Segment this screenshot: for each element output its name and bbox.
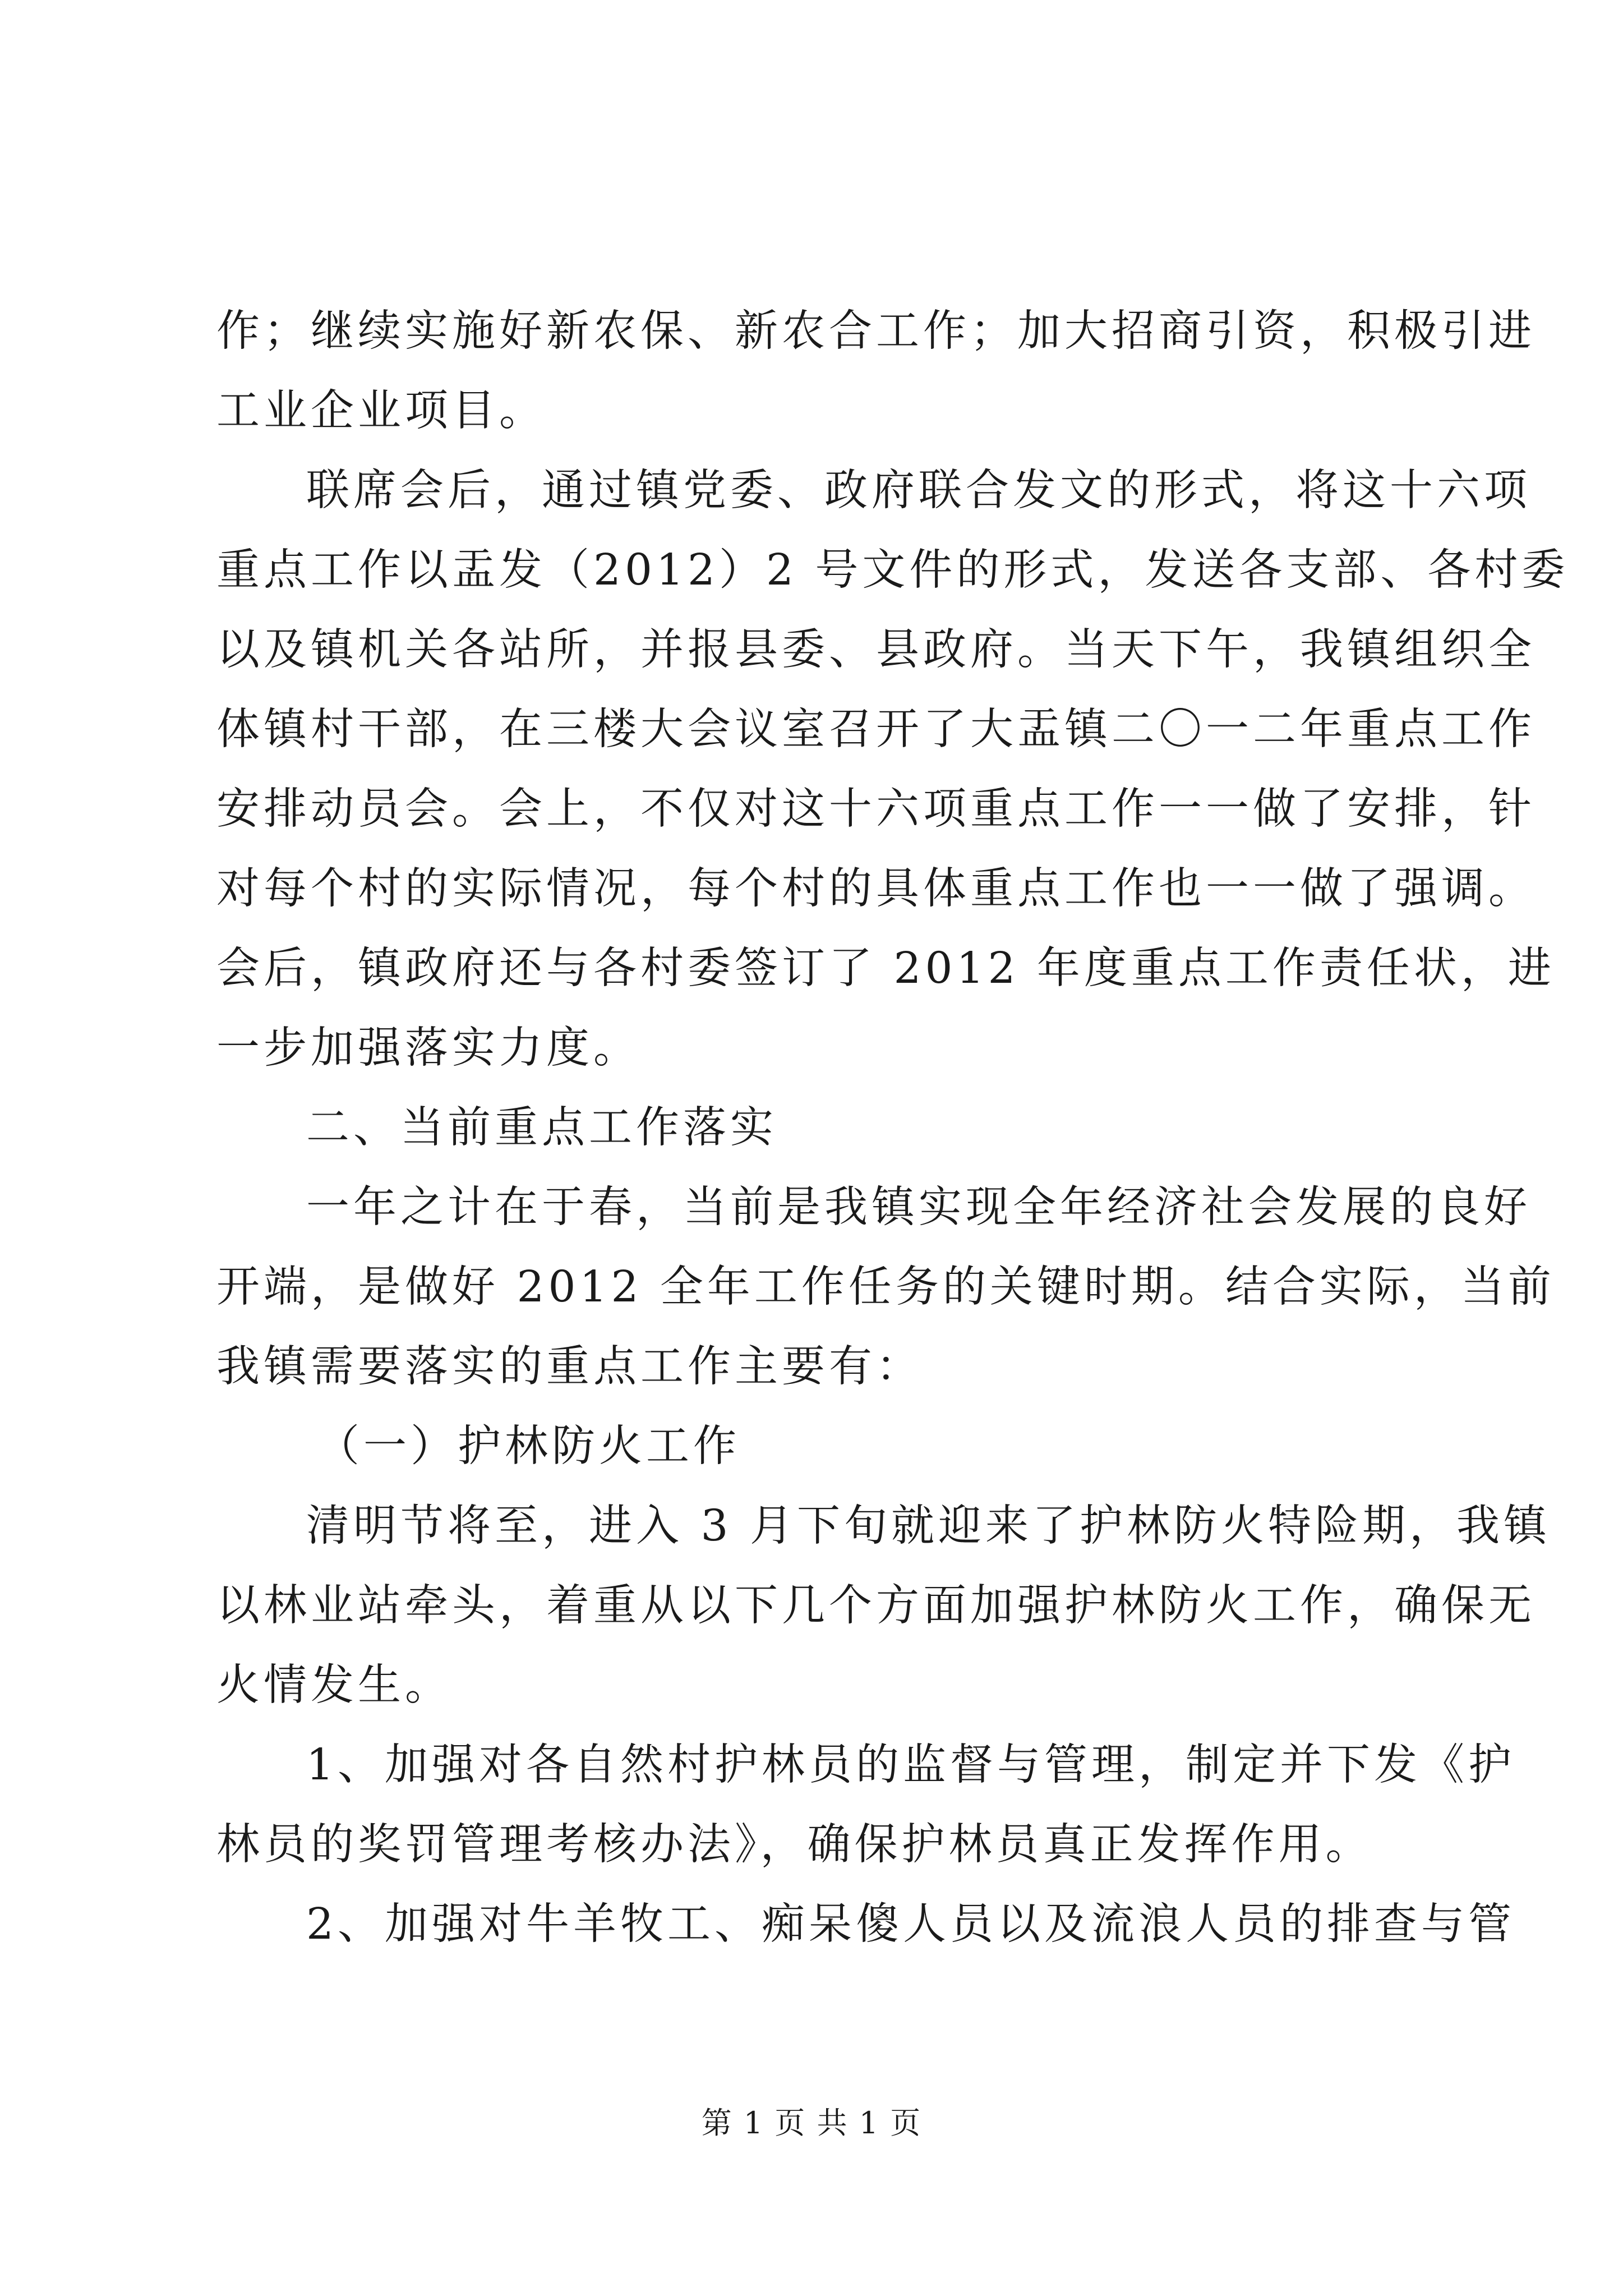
subsection-heading: （一）护林防火工作 — [316, 1421, 740, 1471]
text-line: 一步加强落实力度。 — [216, 1023, 640, 1073]
text-line: 火情发生。 — [216, 1660, 452, 1710]
paragraph-start-line: 联席会后，通过镇党委、政府联合发文的形式，将这十六项 — [306, 466, 1531, 516]
text-line: 对每个村的实际情况，每个村的具体重点工作也一一做了强调。 — [216, 864, 1536, 914]
page-footer: 第 1 页 共 1 页 — [701, 2105, 922, 2141]
text-line: 开端，是做好 2012 全年工作任务的关键时期。结合实际，当前 — [216, 1262, 1555, 1312]
text-line: 以及镇机关各站所，并报县委、县政府。当天下午，我镇组织全 — [216, 625, 1536, 675]
text-line: 以林业站牵头，着重从以下几个方面加强护林防火工作，确保无 — [216, 1581, 1536, 1631]
text-line: 作；继续实施好新农保、新农合工作；加大招商引资，积极引进 — [216, 306, 1536, 356]
paragraph-start-line: 清明节将至，进入 3 月下旬就迎来了护林防火特险期，我镇 — [306, 1501, 1551, 1551]
text-line: 林员的奖罚管理考核办法》，确保护林员真正发挥作用。 — [216, 1820, 1373, 1870]
text-line: 会后，镇政府还与各村委签订了 2012 年度重点工作责任状，进 — [216, 944, 1555, 993]
document-body — [216, 292, 1569, 1964]
text-line: 重点工作以盂发（2012）2 号文件的形式，发送各支部、各村委 — [216, 545, 1569, 595]
text-line: 工业企业项目。 — [216, 386, 546, 436]
list-item-line: 2、加强对牛羊牧工、痴呆傻人员以及流浪人员的排查与管 — [306, 1899, 1515, 1949]
text-line: 我镇需要落实的重点工作主要有： — [216, 1342, 923, 1392]
text-line: 安排动员会。会上，不仅对这十六项重点工作一一做了安排，针 — [216, 784, 1536, 834]
text-line: 体镇村干部，在三楼大会议室召开了大盂镇二〇一二年重点工作 — [216, 705, 1536, 754]
paragraph-start-line: 一年之计在于春，当前是我镇实现全年经济社会发展的良好 — [306, 1182, 1531, 1232]
list-item-line: 1、加强对各自然村护林员的监督与管理，制定并下发《护 — [306, 1740, 1515, 1790]
section-heading: 二、当前重点工作落实 — [306, 1103, 777, 1153]
